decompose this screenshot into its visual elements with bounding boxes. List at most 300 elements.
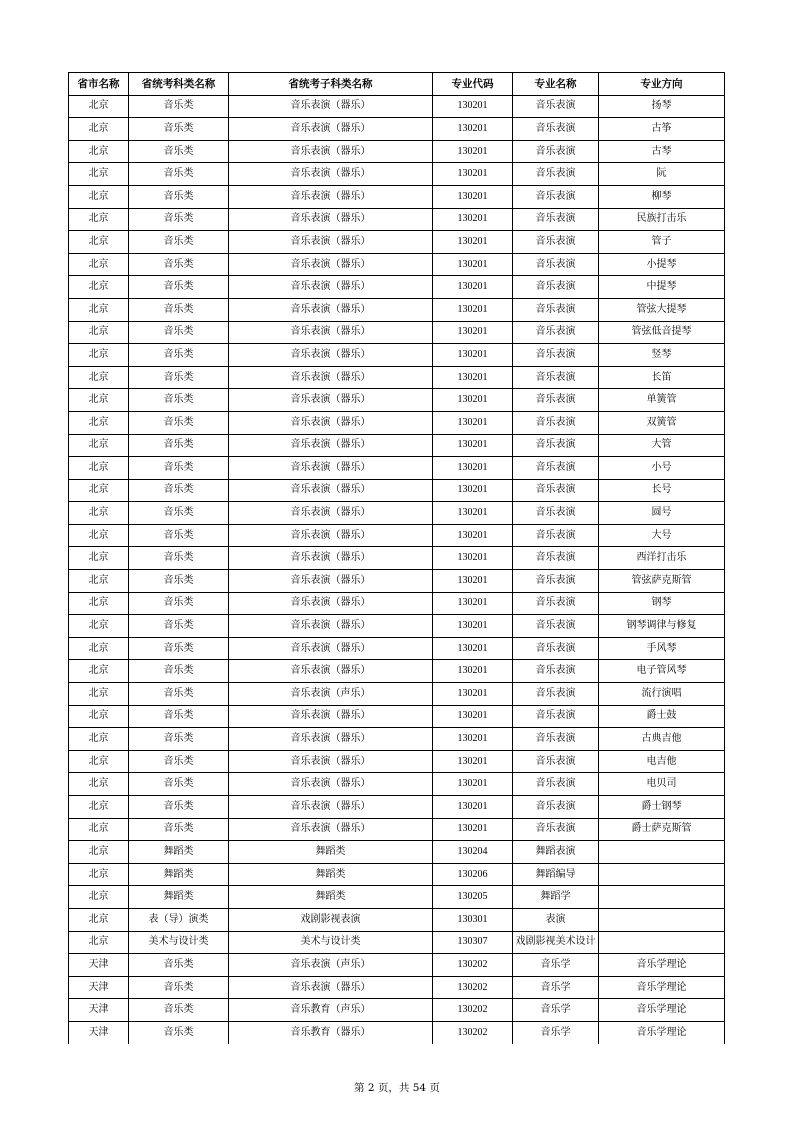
cell-major-direction: 电子管风琴 [599,660,725,683]
table-row [69,163,725,186]
cell-major-direction: 阮 [599,163,725,186]
cell-major-direction: 单簧管 [599,389,725,412]
cell-major-direction: 爵士萨克斯管 [599,818,725,841]
cell-major-direction: 柳琴 [599,185,725,208]
cell-major-direction: 管弦大提琴 [599,298,725,321]
cell-major-code: 130201 [433,208,513,231]
cell-major-code: 130201 [433,773,513,796]
cell-major-code: 130201 [433,411,513,434]
cell-major-direction: 古典吉他 [599,728,725,751]
cell-major-direction [599,931,725,954]
cell-subcategory: 音乐表演（器乐） [229,140,433,163]
cell-subcategory: 音乐表演（器乐） [229,524,433,547]
table-row [69,95,725,118]
cell-major-name: 音乐学 [513,976,599,999]
cell-subcategory: 音乐表演（器乐） [229,479,433,502]
cell-category: 音乐类 [129,95,229,118]
cell-major-name: 音乐表演 [513,479,599,502]
cell-major-direction: 小提琴 [599,253,725,276]
cell-province: 北京 [69,411,129,434]
cell-major-code: 130201 [433,479,513,502]
header-subcategory: 省统考子科类名称 [229,73,433,96]
cell-major-code: 130202 [433,1021,513,1043]
cell-major-direction: 小号 [599,457,725,480]
cell-province: 北京 [69,208,129,231]
cell-province: 北京 [69,705,129,728]
cell-major-code: 130201 [433,344,513,367]
cell-major-code: 130201 [433,434,513,457]
cell-major-name: 音乐表演 [513,434,599,457]
table-row [69,253,725,276]
cell-subcategory: 音乐表演（器乐） [229,818,433,841]
cell-major-name: 音乐表演 [513,570,599,593]
cell-subcategory: 音乐表演（器乐） [229,796,433,819]
cell-province: 北京 [69,683,129,706]
cell-major-name: 音乐表演 [513,163,599,186]
cell-category: 音乐类 [129,660,229,683]
cell-major-name: 音乐表演 [513,683,599,706]
cell-major-direction: 竖琴 [599,344,725,367]
cell-major-direction: 古筝 [599,118,725,141]
cell-province: 北京 [69,276,129,299]
cell-major-code: 130201 [433,592,513,615]
cell-major-name: 音乐表演 [513,615,599,638]
header-major-direction: 专业方向 [599,73,725,96]
table-row [69,637,725,660]
cell-major-code: 130201 [433,502,513,525]
cell-category: 表（导）演类 [129,908,229,931]
cell-category: 音乐类 [129,705,229,728]
cell-major-code: 130307 [433,931,513,954]
cell-major-code: 130201 [433,231,513,254]
cell-subcategory: 音乐教育（器乐） [229,1021,433,1043]
cell-province: 北京 [69,231,129,254]
cell-province: 北京 [69,140,129,163]
cell-province: 北京 [69,570,129,593]
cell-major-name: 音乐表演 [513,344,599,367]
cell-major-direction: 手风琴 [599,637,725,660]
cell-province: 北京 [69,321,129,344]
cell-subcategory: 音乐表演（器乐） [229,637,433,660]
cell-major-name: 音乐表演 [513,592,599,615]
cell-subcategory: 舞蹈类 [229,863,433,886]
cell-province: 北京 [69,931,129,954]
table-row [69,208,725,231]
cell-major-name: 音乐表演 [513,140,599,163]
cell-major-name: 戏剧影视美术设计 [513,931,599,954]
table-row [69,750,725,773]
cell-category: 音乐类 [129,818,229,841]
cell-subcategory: 音乐表演（器乐） [229,615,433,638]
cell-category: 音乐类 [129,389,229,412]
header-category: 省统考科类名称 [129,73,229,96]
cell-major-code: 130206 [433,863,513,886]
cell-subcategory: 音乐表演（器乐） [229,457,433,480]
cell-province: 北京 [69,344,129,367]
cell-major-name: 音乐学 [513,999,599,1022]
cell-subcategory: 舞蹈类 [229,886,433,909]
cell-major-name: 音乐学 [513,1021,599,1043]
cell-major-direction: 爵士钢琴 [599,796,725,819]
cell-major-name: 舞蹈编导 [513,863,599,886]
table-row [69,118,725,141]
cell-subcategory: 音乐表演（器乐） [229,592,433,615]
cell-major-code: 130201 [433,185,513,208]
table-row [69,231,725,254]
cell-major-direction [599,863,725,886]
cell-major-name: 音乐表演 [513,276,599,299]
cell-major-direction: 长号 [599,479,725,502]
cell-province: 北京 [69,863,129,886]
cell-major-code: 130201 [433,321,513,344]
table-row [69,863,725,886]
cell-major-code: 130201 [433,615,513,638]
cell-major-name: 音乐表演 [513,773,599,796]
cell-category: 音乐类 [129,366,229,389]
page-footer: 第 2 页，共 54 页 [354,1082,440,1094]
table-row [69,570,725,593]
cell-major-direction: 电吉他 [599,750,725,773]
cell-major-name: 音乐表演 [513,389,599,412]
table-row [69,366,725,389]
table-row [69,683,725,706]
cell-subcategory: 音乐表演（声乐） [229,954,433,977]
cell-major-code: 130201 [433,140,513,163]
cell-province: 北京 [69,457,129,480]
cell-subcategory: 音乐教育（声乐） [229,999,433,1022]
table-row [69,615,725,638]
cell-major-code: 130201 [433,118,513,141]
table-row [69,660,725,683]
cell-major-direction: 大管 [599,434,725,457]
cell-major-name: 音乐表演 [513,185,599,208]
table-row [69,592,725,615]
cell-major-code: 130201 [433,637,513,660]
cell-major-name: 音乐表演 [513,705,599,728]
cell-province: 北京 [69,118,129,141]
cell-major-name: 音乐表演 [513,253,599,276]
table-row [69,773,725,796]
cell-subcategory: 音乐表演（器乐） [229,298,433,321]
cell-province: 北京 [69,750,129,773]
cell-major-code: 130202 [433,976,513,999]
header-major-name: 专业名称 [513,73,599,96]
cell-major-code: 130201 [433,253,513,276]
cell-major-name: 音乐表演 [513,321,599,344]
cell-major-name: 音乐表演 [513,231,599,254]
cell-subcategory: 音乐表演（器乐） [229,976,433,999]
header-province: 省市名称 [69,73,129,96]
cell-major-code: 130202 [433,954,513,977]
table-row [69,705,725,728]
cell-subcategory: 音乐表演（器乐） [229,502,433,525]
cell-major-code: 130201 [433,818,513,841]
cell-category: 音乐类 [129,524,229,547]
table-row [69,321,725,344]
table-row [69,999,725,1022]
cell-major-code: 130204 [433,841,513,864]
cell-major-code: 130201 [433,570,513,593]
cell-province: 天津 [69,1021,129,1043]
cell-major-name: 音乐学 [513,954,599,977]
cell-category: 舞蹈类 [129,863,229,886]
cell-major-code: 130201 [433,547,513,570]
table-row [69,796,725,819]
table-row [69,434,725,457]
cell-subcategory: 音乐表演（器乐） [229,547,433,570]
table-row [69,1021,725,1043]
document-page [68,72,724,1044]
cell-major-direction [599,886,725,909]
cell-category: 音乐类 [129,683,229,706]
cell-major-name: 音乐表演 [513,208,599,231]
cell-major-name: 音乐表演 [513,457,599,480]
cell-major-direction: 民族打击乐 [599,208,725,231]
cell-category: 音乐类 [129,298,229,321]
cell-major-name: 音乐表演 [513,796,599,819]
cell-major-name: 音乐表演 [513,637,599,660]
table-row [69,886,725,909]
cell-major-code: 130205 [433,886,513,909]
cell-major-code: 130201 [433,660,513,683]
cell-major-code: 130202 [433,999,513,1022]
table-header-row [69,73,725,96]
cell-major-name: 舞蹈表演 [513,841,599,864]
cell-province: 北京 [69,818,129,841]
cell-major-direction: 电贝司 [599,773,725,796]
cell-category: 舞蹈类 [129,841,229,864]
cell-subcategory: 音乐表演（器乐） [229,728,433,751]
cell-category: 音乐类 [129,976,229,999]
table-row [69,976,725,999]
cell-major-name: 音乐表演 [513,411,599,434]
cell-category: 舞蹈类 [129,886,229,909]
cell-major-name: 音乐表演 [513,524,599,547]
cell-subcategory: 音乐表演（器乐） [229,276,433,299]
cell-major-direction: 古琴 [599,140,725,163]
cell-subcategory: 音乐表演（器乐） [229,208,433,231]
table-row [69,389,725,412]
cell-major-name: 音乐表演 [513,660,599,683]
cell-category: 音乐类 [129,140,229,163]
cell-major-direction [599,841,725,864]
majors-table [68,72,725,1044]
table-row [69,140,725,163]
table-row [69,954,725,977]
cell-major-name: 音乐表演 [513,502,599,525]
table-row [69,276,725,299]
cell-province: 北京 [69,908,129,931]
cell-province: 天津 [69,999,129,1022]
cell-province: 北京 [69,298,129,321]
table-row [69,547,725,570]
cell-subcategory: 舞蹈类 [229,841,433,864]
cell-subcategory: 音乐表演（器乐） [229,434,433,457]
cell-major-direction: 音乐学理论 [599,1021,725,1043]
cell-category: 音乐类 [129,615,229,638]
cell-subcategory: 音乐表演（声乐） [229,683,433,706]
cell-major-direction: 流行演唱 [599,683,725,706]
cell-province: 天津 [69,954,129,977]
cell-major-direction: 管弦萨克斯管 [599,570,725,593]
cell-major-name: 音乐表演 [513,728,599,751]
cell-major-code: 130201 [433,389,513,412]
cell-category: 音乐类 [129,999,229,1022]
cell-major-direction: 管子 [599,231,725,254]
cell-major-code: 130201 [433,796,513,819]
cell-category: 音乐类 [129,321,229,344]
cell-province: 北京 [69,502,129,525]
cell-major-code: 130201 [433,524,513,547]
cell-province: 北京 [69,728,129,751]
cell-category: 音乐类 [129,954,229,977]
cell-category: 音乐类 [129,592,229,615]
cell-province: 北京 [69,253,129,276]
cell-major-direction: 音乐学理论 [599,954,725,977]
cell-subcategory: 音乐表演（器乐） [229,660,433,683]
cell-category: 音乐类 [129,796,229,819]
cell-category: 音乐类 [129,253,229,276]
cell-major-name: 音乐表演 [513,118,599,141]
cell-category: 音乐类 [129,502,229,525]
cell-category: 音乐类 [129,570,229,593]
cell-major-direction [599,908,725,931]
cell-province: 北京 [69,773,129,796]
cell-category: 音乐类 [129,728,229,751]
table-row [69,185,725,208]
cell-category: 音乐类 [129,479,229,502]
cell-province: 北京 [69,637,129,660]
cell-major-code: 130201 [433,366,513,389]
cell-province: 北京 [69,185,129,208]
cell-province: 北京 [69,547,129,570]
cell-major-code: 130201 [433,683,513,706]
cell-province: 北京 [69,479,129,502]
cell-province: 北京 [69,615,129,638]
cell-province: 天津 [69,976,129,999]
cell-category: 音乐类 [129,344,229,367]
cell-subcategory: 音乐表演（器乐） [229,705,433,728]
table-row [69,411,725,434]
header-major-code: 专业代码 [433,73,513,96]
cell-major-code: 130201 [433,705,513,728]
cell-category: 音乐类 [129,276,229,299]
cell-major-code: 130201 [433,728,513,751]
cell-province: 北京 [69,841,129,864]
cell-major-direction: 钢琴调律与修复 [599,615,725,638]
table-row [69,479,725,502]
cell-province: 北京 [69,366,129,389]
cell-category: 音乐类 [129,185,229,208]
cell-major-direction: 圆号 [599,502,725,525]
cell-subcategory: 美术与设计类 [229,931,433,954]
cell-major-direction: 钢琴 [599,592,725,615]
cell-category: 音乐类 [129,457,229,480]
cell-category: 音乐类 [129,118,229,141]
table-row [69,344,725,367]
cell-major-direction: 双簧管 [599,411,725,434]
cell-subcategory: 音乐表演（器乐） [229,344,433,367]
cell-subcategory: 音乐表演（器乐） [229,185,433,208]
cell-major-direction: 西洋打击乐 [599,547,725,570]
cell-category: 音乐类 [129,231,229,254]
cell-major-name: 音乐表演 [513,547,599,570]
cell-category: 音乐类 [129,434,229,457]
cell-major-direction: 大号 [599,524,725,547]
cell-subcategory: 音乐表演（器乐） [229,118,433,141]
cell-subcategory: 音乐表演（器乐） [229,231,433,254]
cell-subcategory: 音乐表演（器乐） [229,389,433,412]
cell-major-name: 表演 [513,908,599,931]
cell-major-direction: 中提琴 [599,276,725,299]
cell-category: 音乐类 [129,163,229,186]
table-row [69,298,725,321]
cell-major-code: 130201 [433,750,513,773]
cell-major-direction: 音乐学理论 [599,976,725,999]
cell-province: 北京 [69,660,129,683]
cell-province: 北京 [69,434,129,457]
cell-category: 音乐类 [129,547,229,570]
cell-province: 北京 [69,95,129,118]
cell-province: 北京 [69,592,129,615]
cell-major-code: 130301 [433,908,513,931]
cell-major-name: 音乐表演 [513,750,599,773]
cell-category: 音乐类 [129,750,229,773]
cell-subcategory: 音乐表演（器乐） [229,750,433,773]
cell-major-name: 音乐表演 [513,818,599,841]
table-row [69,728,725,751]
cell-major-code: 130201 [433,276,513,299]
cell-subcategory: 音乐表演（器乐） [229,253,433,276]
cell-category: 音乐类 [129,1021,229,1043]
cell-major-direction: 爵士鼓 [599,705,725,728]
cell-province: 北京 [69,886,129,909]
cell-province: 北京 [69,524,129,547]
cell-province: 北京 [69,796,129,819]
cell-category: 音乐类 [129,208,229,231]
cell-category: 音乐类 [129,411,229,434]
table-row [69,818,725,841]
cell-major-name: 音乐表演 [513,298,599,321]
cell-category: 音乐类 [129,637,229,660]
cell-subcategory: 音乐表演（器乐） [229,163,433,186]
cell-major-direction: 扬琴 [599,95,725,118]
cell-major-direction: 管弦低音提琴 [599,321,725,344]
cell-province: 北京 [69,163,129,186]
cell-major-code: 130201 [433,457,513,480]
cell-category: 美术与设计类 [129,931,229,954]
table-row [69,502,725,525]
table-row [69,457,725,480]
cell-subcategory: 音乐表演（器乐） [229,95,433,118]
cell-major-direction: 音乐学理论 [599,999,725,1022]
cell-subcategory: 音乐表演（器乐） [229,366,433,389]
cell-province: 北京 [69,389,129,412]
cell-subcategory: 音乐表演（器乐） [229,570,433,593]
cell-major-code: 130201 [433,95,513,118]
cell-category: 音乐类 [129,773,229,796]
cell-subcategory: 音乐表演（器乐） [229,321,433,344]
cell-major-name: 音乐表演 [513,366,599,389]
cell-major-direction: 长笛 [599,366,725,389]
cell-major-name: 音乐表演 [513,95,599,118]
cell-subcategory: 戏剧影视表演 [229,908,433,931]
table-row [69,908,725,931]
cell-subcategory: 音乐表演（器乐） [229,773,433,796]
table-body [69,95,725,1043]
cell-major-code: 130201 [433,163,513,186]
cell-major-name: 舞蹈学 [513,886,599,909]
